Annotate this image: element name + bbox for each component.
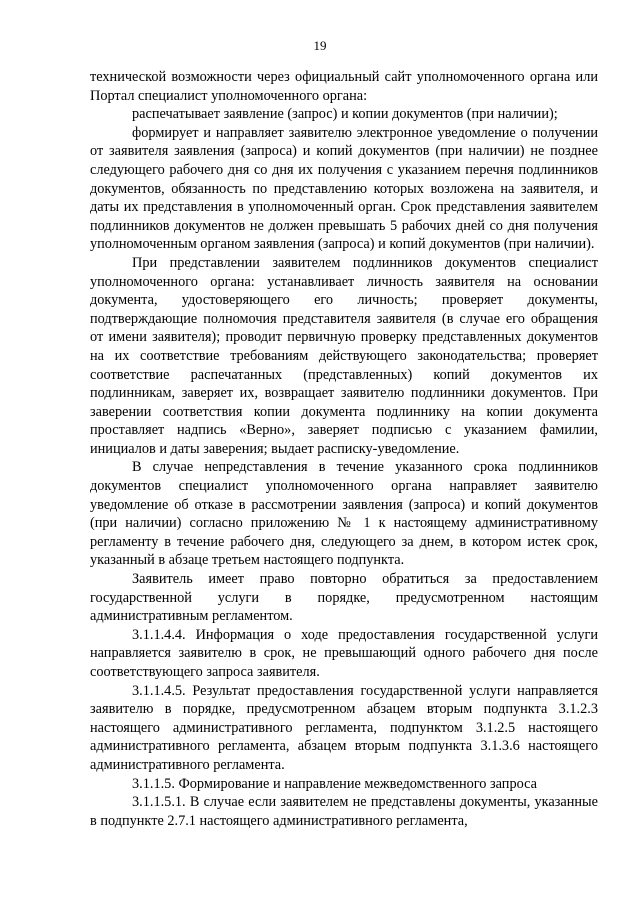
paragraph: 3.1.1.5.1. В случае если заявителем не представлены документы, указанные в подпункте 2.7.1 настоящего административного регламента, <box>90 794 598 829</box>
paragraph: Заявитель имеет право повторно обратиться за предоставлением государственной услуги в порядке, предусмотренном настоящим административным регламентом. <box>90 571 598 625</box>
section-heading: 3.1.1.5. Формирование и направление межведомственного запроса <box>132 775 537 792</box>
document-body <box>90 68 598 830</box>
paragraph: формирует и направляет заявителю электронное уведомление о получении от заявителя заявления (запроса) и копий документов (при наличии) не позднее следующего рабочего дня со дня их получения с указанием перечня подлинников документов, обязанность по представлению которых возложена на заявителя, и даты их представления в уполномоченный орган. Срок представления заявителем подлинников документов не должен превышать 5 рабочих дней со дня получения уполномоченным органом заявления (запроса) и копий документов (при наличии). <box>90 124 598 253</box>
paragraph: 3.1.1.4.4. Информация о ходе предоставления государственной услуги направляется заявителю в срок, не превышающий одного рабочего дня после соответствующего запроса заявителя. <box>90 626 598 680</box>
page-number: 19 <box>313 38 327 53</box>
paragraph: В случае непредставления в течение указанного срока подлинников документов специалист уполномоченного органа направляет заявителю уведомление об отказе в рассмотрении заявления (запроса) и копий документов (при наличии) согласно приложению № 1 к настоящему административному регламенту в течение рабочего дня, следующего за днем, в котором истек срок, указанный в абзаце третьем настоящего подпункта. <box>90 459 598 569</box>
paragraph: 3.1.1.4.5. Результат предоставления государственной услуги направляется заявителю в порядке, предусмотренном абзацем вторым подпункта 3.1.2.3 настоящего административного регламента, подпунктом 3.1.2.5 настоящего административного регламента, абзацем вторым подпункта 3.1.3.6 настоящего административного регламента. <box>90 682 598 773</box>
paragraph: технической возможности через официальный сайт уполномоченного органа или Портал специалист уполномоченного органа: <box>90 69 598 104</box>
paragraph: распечатывает заявление (запрос) и копии документов (при наличии); <box>132 106 558 123</box>
paragraph: При представлении заявителем подлинников документов специалист уполномоченного органа: устанавливает личность заявителя на основании документа, удостоверяющего его личность; проверяет документы, подтверждающие полномочия представителя заявителя (в случае его обращения от имени заявителя); проводит первичную проверку представленных документов на их соответствие требованиям действующего законодательства; проверяет соответствие распечатанных (представленных) копий документов их подлинникам, заверяет их, возвращает заявителю подлинники документов. При заверении соответствия копии документа подлиннику на копии документа проставляет надпись «Верно», заверяет подписью с указанием фамилии, инициалов и даты заверения; выдает расписку-уведомление. <box>90 254 598 457</box>
